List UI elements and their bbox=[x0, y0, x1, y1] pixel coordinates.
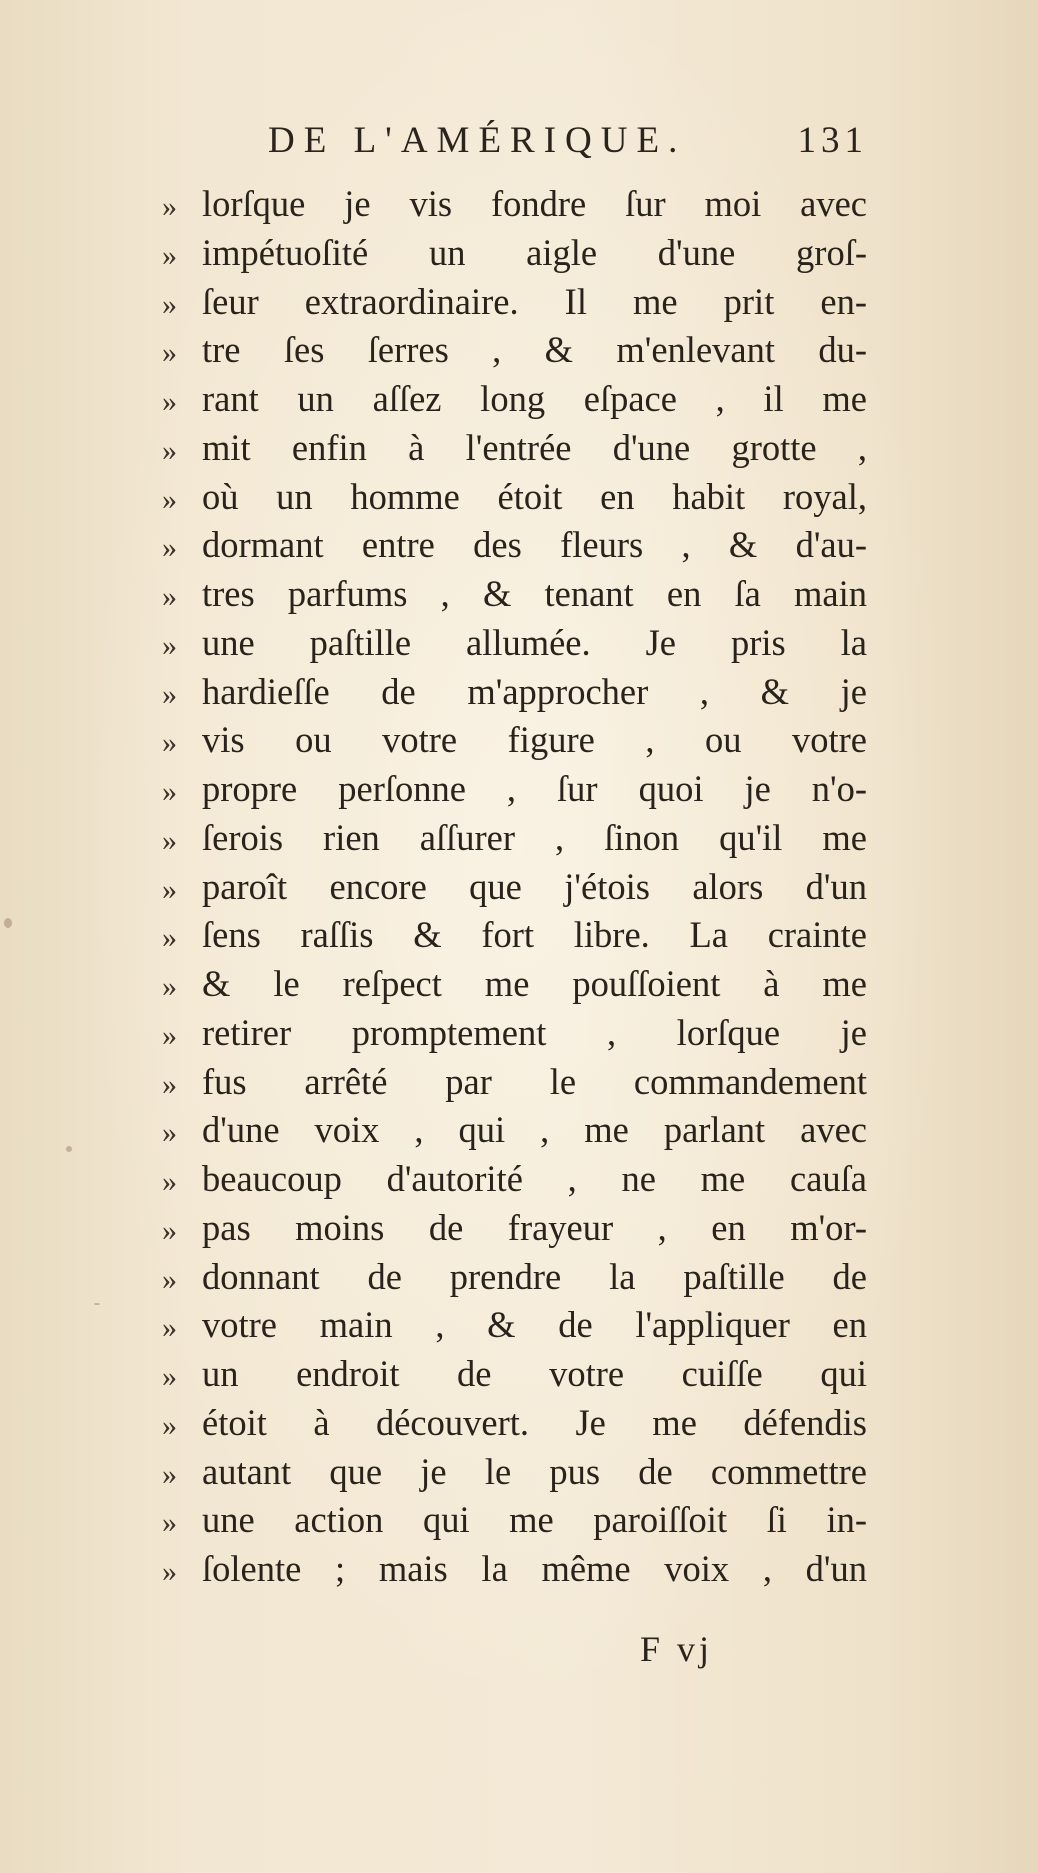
line-text: lorſque je vis fondre ſur moi avec bbox=[202, 183, 867, 224]
text-line bbox=[162, 1448, 867, 1497]
quote-mark: » bbox=[162, 970, 177, 1003]
line-text: une paſtille allumée. Je pris la bbox=[202, 621, 867, 663]
quote-mark: » bbox=[162, 531, 177, 565]
paper-speck bbox=[4, 918, 12, 928]
quote-mark: » bbox=[162, 1067, 177, 1101]
line-text: dormant entre des fleurs , & d'au- bbox=[202, 524, 867, 566]
quote-mark: » bbox=[162, 287, 177, 321]
quote-mark: » bbox=[162, 775, 177, 808]
text-line bbox=[162, 1106, 867, 1155]
line-text: étoit à découvert. Je me défendis bbox=[202, 1401, 867, 1443]
text-line bbox=[162, 424, 867, 473]
text-line bbox=[162, 473, 867, 522]
running-head bbox=[268, 118, 868, 162]
quote-mark: » bbox=[162, 238, 177, 272]
quote-mark: » bbox=[162, 1506, 177, 1540]
signature-mark: F vj bbox=[640, 1629, 714, 1669]
line-text: beaucoup d'autorité , ne me cauſa bbox=[202, 1158, 867, 1199]
text-block bbox=[162, 180, 867, 1594]
text-line bbox=[162, 326, 867, 375]
line-text: propre perſonne , ſur quoi je n'o- bbox=[202, 768, 867, 809]
line-text: pas moins de frayeur , en m'or- bbox=[202, 1206, 867, 1248]
line-text: fus arrêté par le commandement bbox=[202, 1060, 867, 1102]
line-text: hardieſſe de m'approcher , & je bbox=[202, 670, 867, 712]
line-text: un endroit de votre cuiſſe qui bbox=[202, 1353, 867, 1394]
paper-speck bbox=[66, 1146, 72, 1152]
line-text: votre main , & de l'appliquer en bbox=[202, 1304, 867, 1346]
quote-mark: » bbox=[162, 872, 177, 906]
line-text: ſens raſſis & fort libre. La crainte bbox=[202, 914, 867, 956]
quote-mark: » bbox=[162, 482, 177, 516]
text-line bbox=[162, 1301, 867, 1350]
line-text: une action qui me paroiſſoit ſi in- bbox=[202, 1499, 867, 1541]
quote-mark: » bbox=[162, 1018, 177, 1052]
line-text: tre ſes ſerres , & m'enlevant du- bbox=[202, 329, 867, 371]
running-title: DE L'AMÉRIQUE. bbox=[268, 119, 687, 161]
text-line bbox=[162, 1155, 867, 1204]
quote-mark: » bbox=[162, 1457, 177, 1491]
quote-mark: » bbox=[162, 385, 177, 418]
text-line bbox=[162, 765, 867, 814]
text-line bbox=[162, 1545, 867, 1594]
text-line bbox=[162, 1253, 867, 1302]
text-line bbox=[162, 229, 867, 278]
text-line bbox=[162, 180, 867, 229]
text-line bbox=[162, 911, 867, 960]
quote-mark: » bbox=[162, 677, 177, 711]
line-text: paroît encore que j'étois alors d'un bbox=[202, 865, 867, 907]
text-line bbox=[162, 668, 867, 717]
line-text: d'une voix , qui , me parlant avec bbox=[202, 1109, 867, 1151]
line-text: autant que je le pus de commettre bbox=[202, 1450, 867, 1492]
line-text: mit enfin à l'entrée d'une grotte , bbox=[202, 426, 867, 468]
line-text: tres parfums , & tenant en ſa main bbox=[202, 573, 867, 614]
quote-mark: » bbox=[162, 190, 177, 223]
quote-mark: » bbox=[162, 921, 177, 955]
text-line bbox=[162, 1350, 867, 1399]
line-text: rant un aſſez long eſpace , il me bbox=[202, 378, 867, 419]
text-line bbox=[162, 570, 867, 619]
line-text: où un homme étoit en habit royal, bbox=[202, 475, 867, 517]
quote-mark: » bbox=[162, 1311, 177, 1345]
line-text: vis ou votre figure , ou votre bbox=[202, 719, 867, 761]
quote-mark: » bbox=[162, 1262, 177, 1296]
text-line bbox=[162, 619, 867, 668]
quote-mark: » bbox=[162, 336, 177, 370]
text-line bbox=[162, 960, 867, 1009]
text-line bbox=[162, 814, 867, 863]
quote-mark: » bbox=[162, 823, 177, 857]
quote-mark: » bbox=[162, 580, 177, 613]
quote-mark: » bbox=[162, 1555, 177, 1588]
text-line bbox=[162, 716, 867, 765]
line-text: impétuoſité un aigle d'une groſ- bbox=[202, 231, 867, 273]
text-line bbox=[162, 1204, 867, 1253]
line-text: retirer promptement , lorſque je bbox=[202, 1011, 867, 1053]
quote-mark: » bbox=[162, 1360, 177, 1393]
text-line bbox=[162, 521, 867, 570]
quote-mark: » bbox=[162, 1165, 177, 1198]
text-line bbox=[162, 1399, 867, 1448]
text-line bbox=[162, 1496, 867, 1545]
quote-mark: » bbox=[162, 1116, 177, 1150]
line-text: ſolente ; mais la même voix , d'un bbox=[202, 1548, 867, 1589]
line-text: & le reſpect me pouſſoient à me bbox=[202, 963, 867, 1004]
paper-speck bbox=[94, 1303, 100, 1305]
text-line bbox=[162, 375, 867, 424]
line-text: ſeur extraordinaire. Il me prit en- bbox=[202, 280, 867, 322]
text-line bbox=[162, 278, 867, 327]
quote-mark: » bbox=[162, 726, 177, 760]
line-text: donnant de prendre la paſtille de bbox=[202, 1255, 867, 1297]
text-line bbox=[162, 1009, 867, 1058]
page-number: 131 bbox=[797, 119, 868, 161]
quote-mark: » bbox=[162, 433, 177, 467]
quote-mark: » bbox=[162, 628, 177, 662]
line-text: ſerois rien aſſurer , ſinon qu'il me bbox=[202, 816, 867, 858]
text-line bbox=[162, 863, 867, 912]
quote-mark: » bbox=[162, 1408, 177, 1442]
quote-mark: » bbox=[162, 1213, 177, 1247]
text-line bbox=[162, 1058, 867, 1107]
